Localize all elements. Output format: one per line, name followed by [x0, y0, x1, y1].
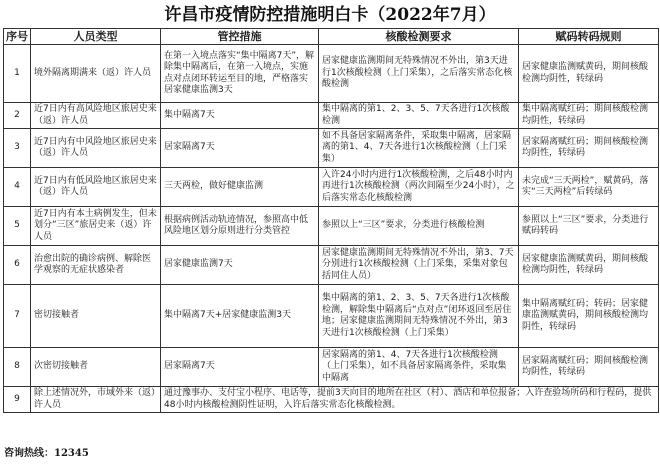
table-row: [4, 285, 659, 348]
row-test: 居家健康监测期间无特殊情况不外出，第3、7天分别进行1次核酸检测（上门采集，采集对象包括同住人员）: [319, 246, 519, 285]
row-code: 集中隔离赋红码；转码；居家健康监测赋黄码，期间核酸检测均阴性，转绿码: [519, 285, 659, 348]
table-row: [4, 246, 659, 285]
hotline-number: 12345: [54, 448, 89, 459]
row-test: 居家隔离的第1、4、7天各进行1次核酸检测（上门采集），如不具备居家隔离条件，采取集中隔离: [319, 348, 519, 387]
header-test-requirements: 核酸检测要求: [319, 29, 519, 45]
table-row: [4, 168, 659, 207]
row-test: 集中隔离的第1、2、3、5、7天各进行1次核酸检测: [319, 103, 519, 129]
row-no: 3: [4, 129, 31, 168]
table-row: [4, 103, 659, 129]
row-merged-requirements: 通过豫事办、支付宝小程序、电话等，提前3天向目的地所在社区（村）、酒店和单位报备；入许查验场所码和行程码，提供48小时内核酸检测阴性证明，入许后落实常态化核酸检测。: [161, 387, 659, 413]
row-test: 入许24小时内进行1次核酸检测，之后48小时内再进行1次核酸检测（两次间隔至少24小时），之后落实常态化核酸检测: [319, 168, 519, 207]
row-no: 4: [4, 168, 31, 207]
row-test: 居家健康监测期间无特殊情况不外出，第3天进行1次核酸检测（上门采集），之后落实常态化核酸检测: [319, 45, 519, 103]
hotline-label: 咨询热线：: [4, 448, 54, 459]
row-control: 居家隔离7天: [161, 129, 319, 168]
row-person-type: 除上述情况外，市域外来（返）许人员: [31, 387, 161, 413]
row-no: 6: [4, 246, 31, 285]
row-code: 参照以上“三区”要求，分类进行赋码转码: [519, 207, 659, 246]
row-code: 居家隔离赋红码；期间核酸检测均阴性，转绿码: [519, 348, 659, 387]
table-row: [4, 45, 659, 103]
row-no: 7: [4, 285, 31, 348]
row-control: 三天两检，做好健康监测: [161, 168, 319, 207]
row-person-type: 境外隔离期满来（返）许人员: [31, 45, 161, 103]
row-code: 未完成“三天两检”，赋黄码，落实“三天两检”后转绿码: [519, 168, 659, 207]
row-control: 集中隔离7天: [161, 103, 319, 129]
row-no: 2: [4, 103, 31, 129]
row-person-type: 近7日内有低风险地区旅居史来（返）许人员: [31, 168, 161, 207]
row-test: 集中隔离的第1、2、3、5、7天各进行1次核酸检测，解除集中隔离后“点对点”闭环返回至居住地；居家健康监测期间无特殊情况不外出，第3天进行1次核酸检测（上门采集）: [319, 285, 519, 348]
row-person-type: 密切接触者: [31, 285, 161, 348]
header-no: 序号: [4, 29, 31, 45]
row-control: 在第一入境点落实“集中隔离7天”，解除集中隔离后，在第一入境点，实施点对点闭环转运至目的地，严格落实居家健康监测3天: [161, 45, 319, 103]
page-title: 许昌市疫情防控措施明白卡（2022年7月）: [164, 5, 496, 25]
row-person-type: 近7日内有本土病例发生，但未划分“三区”旅居史来（返）许人员: [31, 207, 161, 246]
header-person-type: 人员类型: [31, 29, 161, 45]
row-no: 8: [4, 348, 31, 387]
row-person-type: 近7日内有高风险地区旅居史来（返）许人员: [31, 103, 161, 129]
row-test: 参照以上“三区”要求，分类进行核酸检测: [319, 207, 519, 246]
header-code-rules: 赋码转码规则: [519, 29, 659, 45]
row-test: 如不具备居家隔离条件，采取集中隔离，居家隔离的第1、4、7天各进行1次核酸检测（上门采集）: [319, 129, 519, 168]
table-row: [4, 207, 659, 246]
row-person-type: 近7日内有中风险地区旅居史来（返）许人员: [31, 129, 161, 168]
table-row: [4, 387, 659, 413]
table-row: [4, 348, 659, 387]
row-control: 根据病例活动轨迹情况，参照高中低风险地区划分原则进行分类管控: [161, 207, 319, 246]
header-control-measures: 管控措施: [161, 29, 319, 45]
row-code: 集中隔离赋红码；期间核酸检测均阴性，转绿码: [519, 103, 659, 129]
row-code: 居家健康监测赋黄码，期间核酸检测均阴性，转绿码: [519, 45, 659, 103]
row-person-type: 次密切接触者: [31, 348, 161, 387]
row-no: 9: [4, 387, 31, 413]
row-code: 居家健康监测赋黄码，期间核酸检测均阴性，转绿码: [519, 246, 659, 285]
table-row: [4, 129, 659, 168]
row-person-type: 治愈出院的确诊病例、解除医学观察的无症状感染者: [31, 246, 161, 285]
table-header-row: [4, 29, 659, 45]
row-no: 1: [4, 45, 31, 103]
hotline: [4, 444, 89, 459]
row-control: 居家隔离7天: [161, 348, 319, 387]
row-no: 5: [4, 207, 31, 246]
row-control: 集中隔离7天+居家健康监测3天: [161, 285, 319, 348]
row-code: 居家隔离赋红码；期间核酸检测均阴性，转绿码: [519, 129, 659, 168]
measures-table: [3, 28, 659, 413]
row-control: 居家健康监测7天: [161, 246, 319, 285]
